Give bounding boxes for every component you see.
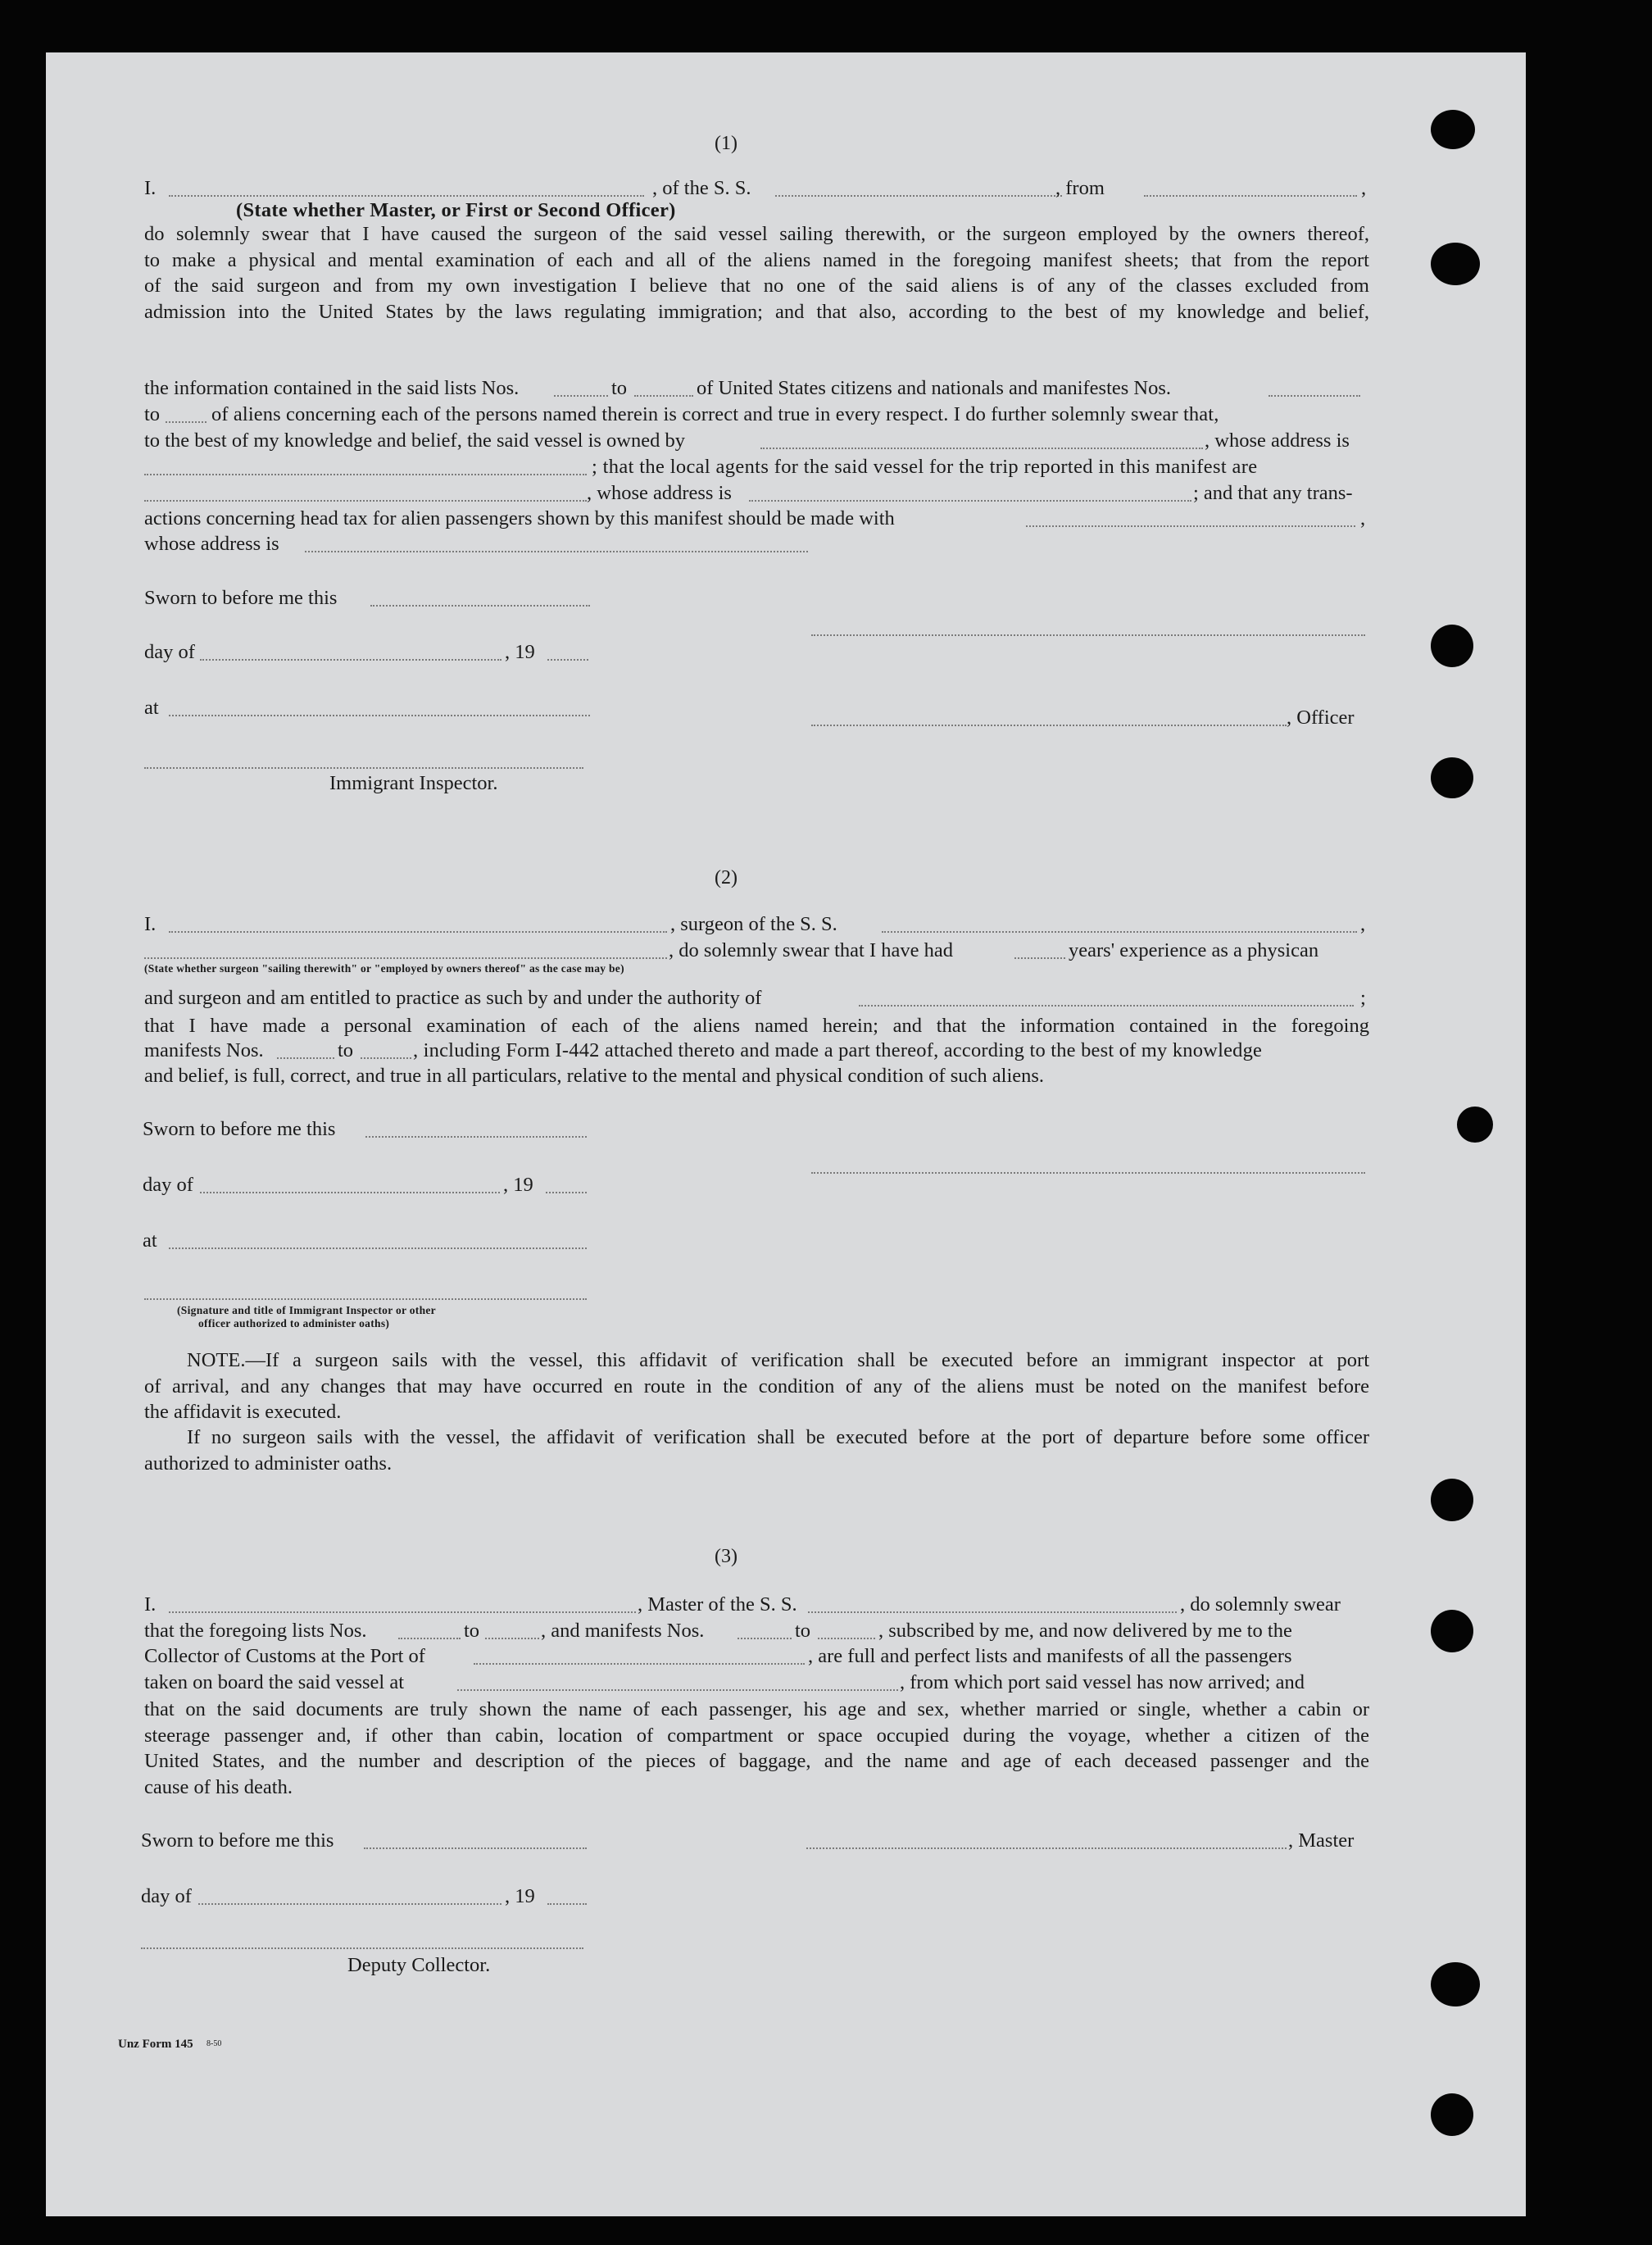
punch-hole-2 bbox=[1431, 243, 1480, 285]
s1-year-field[interactable] bbox=[547, 659, 588, 661]
s1-at: at bbox=[144, 697, 159, 719]
s2-note2b: authorized to administer oaths. bbox=[144, 1452, 393, 1475]
s3-l2b: to bbox=[464, 1620, 480, 1642]
s3-master-sig-field[interactable] bbox=[806, 1847, 1287, 1849]
s2-l1c: , bbox=[1360, 913, 1366, 935]
s2-note1b: of arrival, and any changes that may have occurred en route in the condition of any of the aliens must be noted on the manifest before bbox=[144, 1375, 1369, 1397]
s2-note1a: NOTE.—If a surgeon sails with the vessel, this affidavit of verification shall be executed before an immigrant inspector at port bbox=[187, 1349, 1369, 1371]
s1-body-line-4: admission into the United States by the laws regulating immigration; and that also, according to the best of my knowledge and belief, bbox=[144, 300, 1369, 323]
s3-l3a: Collector of Customs at the Port of bbox=[144, 1645, 425, 1667]
s1-at-field[interactable] bbox=[169, 715, 590, 716]
s1-inspector-field[interactable] bbox=[144, 767, 583, 769]
s1-body bbox=[144, 221, 1369, 325]
s2-status-field[interactable] bbox=[144, 957, 667, 959]
s1-l6b: of aliens concerning each of the persons named therein is correct and true in every respect. I do further solemnly swear that, bbox=[211, 403, 1219, 425]
s2-ship-field[interactable] bbox=[882, 931, 1357, 933]
s1-of-ss: , of the S. S. bbox=[652, 177, 751, 199]
s2-note2a: If no surgeon sails with the vessel, the affidavit of verification shall be executed before at the port of departure before some officer bbox=[187, 1426, 1369, 1448]
s3-sworn: Sworn to before me this bbox=[141, 1829, 334, 1852]
s3-l4a: taken on board the said vessel at bbox=[144, 1671, 405, 1693]
s3-l1a: I. bbox=[144, 1593, 157, 1616]
s3-lists-from-field[interactable] bbox=[398, 1638, 461, 1639]
s1-from: , from bbox=[1055, 177, 1105, 199]
section-1-number: (1) bbox=[715, 133, 738, 154]
s2-l4-wrap bbox=[144, 1013, 1369, 1039]
s2-l5b: to bbox=[338, 1039, 354, 1061]
section-2-number: (2) bbox=[715, 867, 738, 888]
s3-port-field[interactable] bbox=[474, 1663, 805, 1665]
s3-year-field[interactable] bbox=[547, 1903, 587, 1905]
s1-officer-sig-field[interactable] bbox=[811, 725, 1287, 726]
s2-dayof: day of bbox=[143, 1174, 193, 1196]
s2-years-field[interactable] bbox=[1014, 957, 1065, 959]
s2-at-field[interactable] bbox=[169, 1247, 587, 1249]
s2-sig-note-2: officer authorized to administer oaths) bbox=[198, 1317, 390, 1329]
s3-l1c: , do solemnly swear bbox=[1180, 1593, 1341, 1616]
s2-sworn-field[interactable] bbox=[365, 1136, 587, 1138]
s2-l3b: ; bbox=[1360, 987, 1366, 1009]
s2-l2b: years' experience as a physican bbox=[1069, 939, 1319, 961]
s2-l2a: , do solemnly swear that I have had bbox=[669, 939, 953, 961]
s2-l5c: , including Form I-442 attached thereto and made a part thereof, according to the best of my knowledge bbox=[413, 1039, 1263, 1061]
s2-signature-line[interactable] bbox=[811, 1172, 1365, 1174]
s3-body-line-1: that on the said documents are truly shown the name of each passenger, his age and sex, whether married or single, whether a cabin or bbox=[144, 1698, 1369, 1720]
s2-status-note: (State whether surgeon "sailing therewith" or "employed by owners thereof" as the case may be) bbox=[144, 962, 624, 975]
form-page bbox=[46, 52, 1526, 2216]
s1-sworn-field[interactable] bbox=[370, 605, 590, 607]
s3-body bbox=[144, 1697, 1369, 1800]
s3-body-line-3: United States, and the number and description of the pieces of baggage, and the name and age of each deceased passenger and the bbox=[144, 1750, 1369, 1772]
s2-day-field[interactable] bbox=[200, 1192, 500, 1193]
punch-hole-1 bbox=[1431, 110, 1475, 149]
s2-sworn: Sworn to before me this bbox=[143, 1118, 336, 1140]
form-code: 8-50 bbox=[206, 2039, 222, 2048]
s3-l2e: , subscribed by me, and now delivered by me to the bbox=[878, 1620, 1292, 1642]
s3-lists-to-field[interactable] bbox=[485, 1638, 539, 1639]
s3-master: , Master bbox=[1288, 1829, 1355, 1852]
s3-l3b: , are full and perfect lists and manifests of all the passengers bbox=[808, 1645, 1292, 1667]
s1-sworn: Sworn to before me this bbox=[144, 587, 338, 609]
s1-officer-field[interactable] bbox=[169, 195, 644, 197]
s1-body-line-1: do solemnly swear that I have caused the surgeon of the said vessel sailing therewith, or the surgeon employed by the owners thereof, bbox=[144, 223, 1369, 245]
punch-hole-9 bbox=[1431, 2093, 1473, 2136]
s1-comma: , bbox=[1361, 177, 1367, 199]
s1-body-line-2: to make a physical and mental examination of each and all of the aliens named in the foregoing manifest sheets; that from the report bbox=[144, 248, 1369, 271]
s1-l9a: , whose address is bbox=[587, 482, 732, 504]
punch-hole-6 bbox=[1431, 1479, 1473, 1521]
s2-l1a: I. bbox=[144, 913, 157, 935]
s3-sworn-field[interactable] bbox=[364, 1847, 587, 1849]
s1-owner-address-field[interactable] bbox=[144, 474, 587, 475]
s2-authority-field[interactable] bbox=[859, 1005, 1354, 1007]
s3-body-line-2: steerage passenger and, if other than cabin, location of compartment or space occupied during the voyage, whether a citizen of the bbox=[144, 1724, 1369, 1747]
s3-l2a: that the foregoing lists Nos. bbox=[144, 1620, 367, 1642]
s1-l5b: to bbox=[611, 377, 628, 399]
s1-l7a: to the best of my knowledge and belief, the said vessel is owned by bbox=[144, 429, 685, 452]
s2-year: , 19 bbox=[503, 1174, 533, 1196]
s2-at: at bbox=[143, 1229, 157, 1252]
punch-hole-3 bbox=[1431, 625, 1473, 667]
s3-master-field[interactable] bbox=[169, 1611, 636, 1613]
s3-collector-field[interactable] bbox=[141, 1947, 583, 1949]
s1-l10b: , bbox=[1360, 507, 1366, 529]
s2-note2-block bbox=[144, 1425, 1369, 1476]
s1-from-field[interactable] bbox=[1144, 195, 1357, 197]
s1-headtax-address-field[interactable] bbox=[305, 551, 808, 552]
s1-l9b: ; and that any trans- bbox=[1193, 482, 1353, 504]
s1-manifest-to-field[interactable] bbox=[166, 421, 206, 423]
s2-inspector-sig-field[interactable] bbox=[144, 1298, 587, 1300]
s1-l8: ; that the local agents for the said vessel for the trip reported in this manifest are bbox=[592, 456, 1258, 478]
s1-manifest-from-field[interactable] bbox=[1268, 395, 1360, 397]
s1-agents-address-field[interactable] bbox=[749, 500, 1191, 502]
s1-day-field[interactable] bbox=[200, 659, 502, 661]
s1-inspector: Immigrant Inspector. bbox=[329, 772, 498, 794]
s1-l11: whose address is bbox=[144, 533, 279, 555]
s2-l1b: , surgeon of the S. S. bbox=[670, 913, 837, 935]
s2-l6: and belief, is full, correct, and true in all particulars, relative to the mental and physical condition of such aliens. bbox=[144, 1065, 1045, 1087]
s1-signature-line[interactable] bbox=[811, 634, 1365, 636]
s2-sig-note-1: (Signature and title of Immigrant Inspector or other bbox=[177, 1304, 436, 1316]
punch-hole-4 bbox=[1431, 757, 1473, 798]
s3-body-last: cause of his death. bbox=[144, 1775, 293, 1798]
s1-l6a: to bbox=[144, 403, 161, 425]
s3-manifest-to-field[interactable] bbox=[818, 1638, 875, 1639]
s2-manifest-from-field[interactable] bbox=[277, 1057, 334, 1059]
s1-l5c: of United States citizens and nationals and manifestes Nos. bbox=[697, 377, 1172, 399]
s3-l1b: , Master of the S. S. bbox=[638, 1593, 797, 1616]
s1-body-line-3: of the said surgeon and from my own investigation I believe that no one of the said aliens is of any of the classes excluded from bbox=[144, 275, 1369, 297]
s2-l4: that I have made a personal examination of each of the aliens named herein; and that the information contained in the foregoing bbox=[144, 1015, 1369, 1037]
punch-hole-7 bbox=[1431, 1610, 1473, 1652]
s1-l10a: actions concerning head tax for alien passengers shown by this manifest should be made with bbox=[144, 507, 895, 529]
s1-agents-field[interactable] bbox=[144, 500, 587, 502]
s3-ship-field[interactable] bbox=[808, 1611, 1177, 1613]
s2-manifest-to-field[interactable] bbox=[361, 1057, 411, 1059]
s3-dayof: day of bbox=[141, 1885, 192, 1907]
s2-note1c: the affidavit is executed. bbox=[144, 1401, 342, 1423]
s1-ship-field[interactable] bbox=[775, 195, 1062, 197]
s1-headtax-field[interactable] bbox=[1026, 525, 1355, 527]
s2-l3a: and surgeon and am entitled to practice as such by and under the authority of bbox=[144, 987, 762, 1009]
punch-hole-5 bbox=[1457, 1107, 1493, 1143]
section-3-number: (3) bbox=[715, 1546, 738, 1567]
s2-note-block bbox=[144, 1347, 1369, 1425]
s1-dayof: day of bbox=[144, 641, 195, 663]
s1-year: , 19 bbox=[505, 641, 535, 663]
s1-lists-from-field[interactable] bbox=[554, 395, 608, 397]
s2-year-field[interactable] bbox=[546, 1192, 587, 1193]
s3-l4b: , from which port said vessel has now arrived; and bbox=[900, 1671, 1305, 1693]
s1-officer-note: (State whether Master, or First or Second Officer) bbox=[236, 199, 676, 221]
s3-l2c: , and manifests Nos. bbox=[541, 1620, 705, 1642]
s1-i: I. bbox=[144, 177, 157, 199]
s1-owner-field[interactable] bbox=[760, 448, 1203, 449]
s3-boarded-at-field[interactable] bbox=[457, 1689, 898, 1691]
s3-manifest-from-field[interactable] bbox=[738, 1638, 792, 1639]
s3-deputy: Deputy Collector. bbox=[347, 1954, 491, 1976]
s3-l2d: to bbox=[795, 1620, 811, 1642]
s1-officer: , Officer bbox=[1287, 707, 1355, 729]
s1-l5a: the information contained in the said lists Nos. bbox=[144, 377, 520, 399]
punch-hole-8 bbox=[1431, 1962, 1480, 2006]
s2-surgeon-field[interactable] bbox=[169, 931, 667, 933]
s3-day-field[interactable] bbox=[198, 1903, 502, 1905]
s3-year: , 19 bbox=[505, 1885, 535, 1907]
s2-l5a: manifests Nos. bbox=[144, 1039, 264, 1061]
s1-lists-to-field[interactable] bbox=[634, 395, 693, 397]
s1-l7b: , whose address is bbox=[1205, 429, 1350, 452]
form-number: Unz Form 145 bbox=[118, 2038, 193, 2051]
